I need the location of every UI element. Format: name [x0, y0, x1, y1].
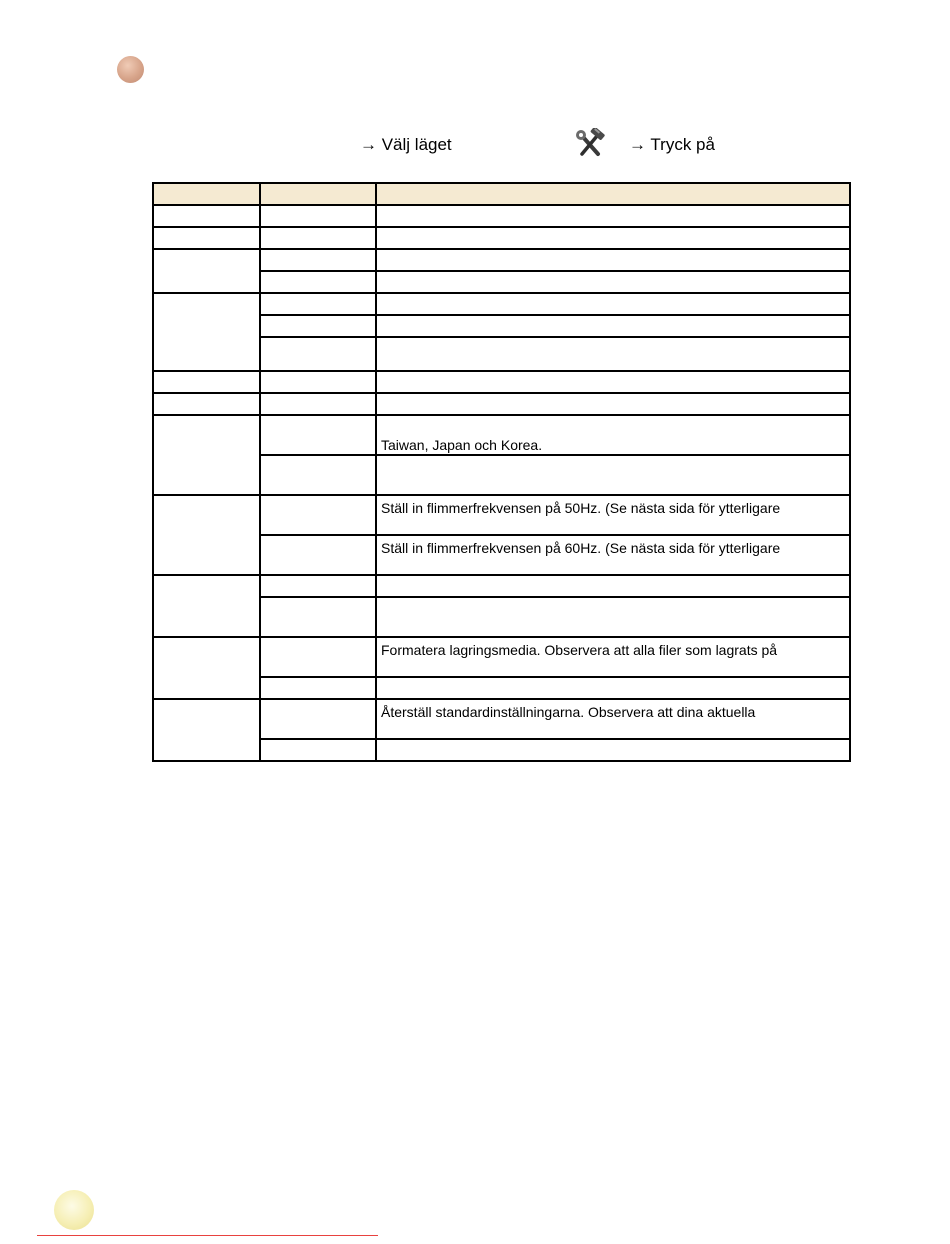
- table-row: [153, 249, 850, 271]
- item-cell: [153, 415, 260, 495]
- option-cell: [260, 699, 376, 739]
- item-cell: [153, 205, 260, 227]
- description-cell: [376, 337, 850, 371]
- description-cell: [376, 315, 850, 337]
- header-cell: [376, 183, 850, 205]
- description-cell: Återställ standardinställningarna. Observera att dina aktuella: [376, 699, 850, 739]
- description-cell: Ställ in flimmerfrekvensen på 60Hz. (Se nästa sida för ytterligare: [376, 535, 850, 575]
- option-cell: [260, 337, 376, 371]
- instruction-press: → Tryck på: [629, 135, 715, 154]
- table-row: [153, 227, 850, 249]
- item-cell: [153, 393, 260, 415]
- option-cell: [260, 205, 376, 227]
- item-cell: [153, 293, 260, 371]
- option-cell: [260, 227, 376, 249]
- description-cell: [376, 371, 850, 393]
- option-cell: [260, 597, 376, 637]
- header-cell: [260, 183, 376, 205]
- option-cell: [260, 455, 376, 495]
- description-cell: [376, 205, 850, 227]
- option-cell: [260, 415, 376, 455]
- option-cell: [260, 315, 376, 337]
- instruction-select-mode: → Välj läget: [360, 135, 452, 154]
- option-cell: [260, 371, 376, 393]
- description-cell: [376, 677, 850, 699]
- description-cell: Formatera lagringsmedia. Observera att alla filer som lagrats på: [376, 637, 850, 677]
- hammer-wrench-icon: [573, 128, 607, 160]
- item-cell: [153, 699, 260, 761]
- option-cell: [260, 293, 376, 315]
- option-cell: [260, 739, 376, 761]
- option-cell: [260, 495, 376, 535]
- description-cell: [376, 249, 850, 271]
- option-cell: [260, 393, 376, 415]
- page-number-bullet: [54, 1190, 94, 1230]
- description-cell: Taiwan, Japan och Korea.: [376, 415, 850, 455]
- table-row: [153, 699, 850, 739]
- option-cell: [260, 249, 376, 271]
- option-cell: [260, 271, 376, 293]
- item-cell: [153, 371, 260, 393]
- table-row: [153, 637, 850, 677]
- option-cell: [260, 535, 376, 575]
- description-cell: [376, 575, 850, 597]
- item-cell: [153, 249, 260, 293]
- table-row: [153, 415, 850, 455]
- item-cell: [153, 575, 260, 637]
- description-cell: [376, 227, 850, 249]
- table-row: [153, 205, 850, 227]
- table-row: [153, 393, 850, 415]
- settings-table: [152, 182, 851, 762]
- description-cell: [376, 455, 850, 495]
- table-row: [153, 293, 850, 315]
- footer-divider: [37, 1235, 378, 1236]
- description-cell: [376, 271, 850, 293]
- table-row: [153, 371, 850, 393]
- option-cell: [260, 677, 376, 699]
- item-cell: [153, 637, 260, 699]
- description-cell: [376, 393, 850, 415]
- table-row: [153, 495, 850, 535]
- table-row: [153, 575, 850, 597]
- option-cell: [260, 637, 376, 677]
- item-cell: [153, 227, 260, 249]
- description-cell: Ställ in flimmerfrekvensen på 50Hz. (Se nästa sida för ytterligare: [376, 495, 850, 535]
- table-header-row: [153, 183, 850, 205]
- item-cell: [153, 495, 260, 575]
- header-cell: [153, 183, 260, 205]
- description-cell: [376, 739, 850, 761]
- section-bullet: [117, 56, 144, 83]
- option-cell: [260, 575, 376, 597]
- description-cell: [376, 293, 850, 315]
- description-cell: [376, 597, 850, 637]
